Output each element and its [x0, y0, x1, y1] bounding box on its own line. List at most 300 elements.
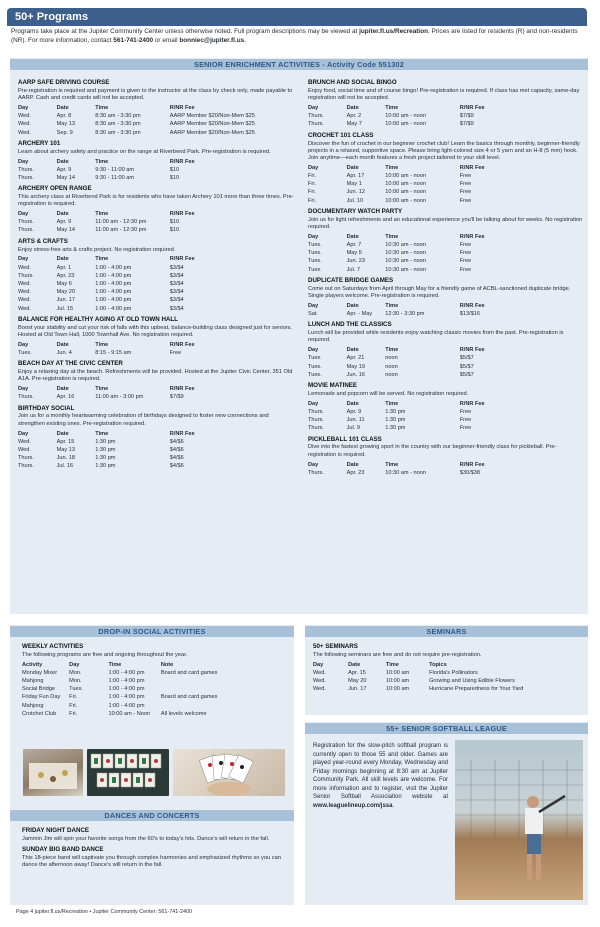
schedule-row: [18, 280, 294, 288]
softball-text: [313, 742, 448, 810]
cell-time: 1:30 pm: [95, 438, 116, 445]
cell-fee: $10: [169, 227, 180, 234]
col-day: Day: [308, 233, 319, 240]
col-day: Day: [308, 461, 319, 468]
program-title: AARP SAFE DRIVING COURSE: [18, 79, 110, 86]
cell-day: Wed.: [18, 289, 31, 296]
cell-day: Mon.: [69, 669, 82, 676]
cell-day: Thurs.: [18, 272, 34, 279]
schedule-row: [308, 197, 584, 205]
cell-fee: $4/$6: [169, 463, 184, 470]
cell-day: Fri.: [308, 197, 317, 204]
cell-day: Tues.: [308, 371, 322, 378]
cell-fee: $3/$4: [169, 272, 184, 279]
table-row: [313, 685, 583, 693]
cell-date: Apr. - May: [346, 311, 373, 318]
schedule-row: [18, 264, 294, 272]
program-title: DUPLICATE BRIDGE GAMES: [308, 276, 394, 284]
dances-section: [22, 827, 284, 873]
cell-day: Wed.: [18, 113, 31, 120]
schedule-row: [18, 296, 294, 304]
cell-date: Jun. 18: [56, 455, 75, 462]
cell-fee: Free: [459, 258, 472, 265]
program-description: Learn about archery safety and practice on the range at Riverbend Park. Pre-registration is required.: [18, 148, 271, 155]
cell-day: Wed.: [18, 446, 31, 453]
intro-text: Programs take place at the Jupiter Community Center unless otherwise noted. Full program descriptions may be viewed at: [11, 28, 360, 35]
cell-fee: Free: [169, 349, 182, 356]
cell-fee: $7/$9: [459, 113, 474, 120]
cell-activity: Crotchet Club: [22, 710, 57, 717]
cell-fee: $3/$4: [169, 289, 184, 296]
dance-description: This 18-piece band will captivate you through complex harmonies and emphasized rhythms so you can dance the afternoon away! Dance's will return in the fall.: [22, 855, 281, 869]
cell-time: 10:00 am: [385, 686, 410, 693]
col-fee: R/NR Fee: [169, 158, 195, 165]
schedule-row: [18, 454, 294, 462]
intro-text: .: [244, 36, 246, 44]
cell-date: Jul. 15: [56, 305, 74, 312]
schedule-row: [18, 272, 294, 280]
cell-fee: $3/$4: [169, 280, 184, 287]
cell-time: 1:30 pm: [385, 408, 406, 415]
cell-day: Wed.: [313, 686, 326, 693]
cell-day: Thurs.: [18, 455, 34, 462]
col-day: Day: [18, 105, 29, 112]
col-date: Date: [56, 430, 69, 437]
program-section: [18, 238, 294, 313]
cell-date: May 13: [56, 121, 75, 128]
col-time: Time: [385, 302, 399, 309]
program-description: Enjoy stress-free arts & crafts project. No registration required.: [18, 246, 176, 253]
cell-date: May 20: [348, 678, 367, 685]
softball-paragraph-end: .: [392, 802, 395, 809]
program-description: Pre-registration is required and payment is given to the instructor at the class by check only, made payable to AARP. Cash and credit cards will not be accepted.: [18, 87, 293, 102]
cell-day: Thurs.: [18, 227, 34, 234]
cell-day: Tues.: [308, 258, 322, 265]
col-date: Date: [346, 461, 359, 468]
program-section: [18, 79, 294, 137]
cell-day: Wed.: [18, 297, 31, 304]
cell-time: 1:00 - 4:00 pm: [108, 694, 145, 701]
cell-fee: $13/$16: [459, 311, 480, 318]
dances-band: DANCES AND CONCERTS: [10, 810, 294, 821]
cell-day: Tues.: [308, 355, 322, 362]
cell-date: Jul. 7: [346, 266, 360, 273]
col-time: Time: [95, 256, 109, 263]
cell-day: Tues.: [69, 686, 83, 693]
cell-date: Apr. 17: [346, 173, 365, 180]
cell-activity: Social Bridge: [22, 686, 55, 693]
cell-fee: $10: [169, 174, 180, 181]
cell-fee: $7/$9: [459, 121, 474, 128]
softball-photo: [455, 740, 583, 900]
seminars-table-body: [313, 669, 583, 694]
cell-time: 1:30 pm: [385, 425, 406, 432]
cell-time: 8:15 - 9:15 am: [95, 349, 132, 356]
cell-time: 8:30 am - 3:30 pm: [95, 113, 141, 120]
cell-fee: $4/$6: [169, 455, 184, 462]
schedule-row: [18, 218, 294, 226]
cell-day: Wed.: [18, 121, 31, 128]
softball-link[interactable]: www.leaguelineup.com/jssa: [313, 802, 393, 809]
cell-date: Apr. 21: [346, 355, 365, 362]
schedule-row: [308, 257, 584, 265]
cell-time: 9:30 - 11:00 am: [95, 174, 135, 181]
cell-day: Wed.: [18, 280, 31, 287]
schedule-row: [308, 354, 584, 362]
cell-fee: $5/$7: [459, 363, 474, 370]
col-fee: R/NR Fee: [459, 347, 485, 354]
cell-day: Wed.: [18, 129, 31, 136]
cell-time: 10:30 am - noon: [385, 250, 426, 257]
cell-date: May 19: [346, 363, 365, 370]
cell-day: Tues.: [308, 266, 322, 273]
cell-date: May 14: [56, 174, 75, 181]
col-time: Time: [95, 105, 109, 112]
col-time: Time: [95, 158, 109, 165]
schedule-header: [308, 346, 584, 354]
program-section: [18, 185, 294, 235]
schedule-header: [308, 104, 584, 112]
cell-date: Apr. 15: [348, 669, 366, 676]
col-fee: R/NR Fee: [169, 386, 195, 393]
program-section: [308, 277, 584, 318]
cell-time: 1:00 - 4:00 pm: [95, 272, 132, 279]
col-date: Date: [56, 211, 69, 218]
contact-phone: 561-741-2400: [113, 36, 154, 44]
dropin-table-header: [22, 661, 284, 669]
col-time: Time: [385, 661, 399, 668]
cell-date: Apr. 9: [56, 166, 72, 173]
program-title: BRUNCH AND SOCIAL BINGO: [308, 79, 397, 86]
col-day: Day: [18, 256, 29, 263]
cell-fee: $3/$4: [169, 264, 184, 271]
cell-date: May 5: [346, 250, 362, 257]
page-title: 50+ Programs: [7, 8, 587, 26]
schedule-row: [308, 188, 584, 196]
program-description: Enjoy food, social time and of course bingo! Pre-registration is required. If class has met capacity, same-day registration will not be accepted.: [308, 87, 580, 102]
cell-fee: $10: [169, 219, 180, 226]
schedule-header: [18, 430, 294, 438]
schedule-row: [308, 120, 584, 128]
intro-text: . Prices are listed for residents (R) and non-residents (NR). For more information, contact: [11, 28, 578, 44]
program-description: Join us for a monthly heartwarming celebration of birthdays designed to foster new connections and strengthen existing ones. Pre-registration required.: [18, 413, 269, 427]
cell-time: 1:00 - 4:00 pm: [95, 264, 132, 271]
cell-topic: Hurricane Preparedness for Your Yard: [429, 686, 524, 693]
dropin-band: DROP-IN SOCIAL ACTIVITIES: [10, 626, 294, 637]
cell-day: Thurs.: [308, 417, 324, 424]
schedule-header: [308, 233, 584, 241]
cell-fee: $4/$6: [169, 446, 184, 453]
cell-date: Sep. 9: [56, 129, 73, 136]
dance-title: SUNDAY BIG BAND DANCE: [22, 846, 104, 854]
seminars-section: [313, 643, 583, 696]
schedule-row: [18, 129, 294, 137]
cell-time: 11:00 am - 12:30 pm: [95, 227, 147, 234]
cell-day: Thurs.: [308, 469, 324, 476]
cell-date: Apr. 16: [56, 394, 75, 401]
cell-fee: Free: [459, 266, 472, 273]
cell-date: Apr. 1: [56, 264, 72, 271]
cell-time: 11:00 am - 12:30 pm: [95, 219, 147, 226]
program-title: BEACH DAY AT THE CIVIC CENTER: [18, 360, 123, 368]
playing-cards-photo: [173, 749, 285, 796]
program-section: [18, 405, 294, 471]
cell-time: 10:00 am - noon: [385, 121, 426, 128]
col-note: Note: [160, 661, 174, 668]
cell-note: All levels welcome: [160, 710, 207, 717]
program-title: DOCUMENTARY WATCH PARTY: [308, 207, 403, 215]
col-date: Date: [346, 233, 359, 240]
program-title: ARCHERY OPEN RANGE: [18, 185, 92, 193]
cell-date: Jun. 17: [348, 686, 367, 693]
cell-fee: Free: [459, 425, 472, 432]
cell-day: Wed.: [313, 669, 326, 676]
schedule-row: [18, 288, 294, 296]
cell-fee: Free: [459, 242, 472, 249]
col-time: Time: [95, 386, 109, 393]
cell-time: 11:00 am - 3:00 pm: [95, 394, 144, 401]
col-fee: R/NR Fee: [459, 233, 485, 240]
schedule-row: [18, 112, 294, 120]
schedule-row: [18, 305, 294, 313]
col-fee: R/NR Fee: [169, 256, 195, 263]
cell-fee: Free: [459, 417, 472, 424]
cell-date: Jun. 12: [346, 189, 365, 196]
cell-time: 10:00 am - noon: [385, 173, 426, 180]
dance-title: FRIDAY NIGHT DANCE: [22, 827, 90, 834]
cell-date: Apr. 8: [56, 113, 72, 120]
cell-date: Apr. 9: [56, 219, 72, 226]
cell-fee: $4/$6: [169, 438, 184, 445]
program-section: [308, 132, 584, 205]
cell-time: 12:30 - 3:30 pm: [385, 311, 425, 318]
cell-time: 10:30 am - noon: [385, 266, 426, 273]
cell-time: 10:00 am: [385, 678, 410, 685]
cell-fee: Free: [459, 408, 472, 415]
program-title: LUNCH AND THE CLASSICS: [308, 321, 392, 329]
cell-fee: $5/$7: [459, 355, 474, 362]
col-day: Day: [308, 400, 319, 407]
recreation-link[interactable]: jupiter.fl.us/Recreation: [359, 28, 429, 35]
game-board-illustration: [23, 749, 83, 796]
cell-time: 10:00 am - noon: [385, 181, 426, 188]
mahjong-photo: [87, 749, 169, 796]
cell-fee: AARP Member $20/Non-Mem $25: [169, 129, 255, 136]
cell-day: Tues.: [308, 242, 322, 249]
col-day: Day: [313, 661, 324, 668]
cell-time: noon: [385, 355, 398, 362]
program-description: Lemonade and popcorn will be served. No registration required.: [308, 390, 469, 397]
table-row: [22, 702, 284, 710]
dance-description: Jammin Jim will spin your favorite songs from the 60's to today's hits. Dance's will return in the fall.: [22, 835, 270, 842]
schedule-row: [18, 166, 294, 174]
schedule-row: [18, 462, 294, 470]
col-activity: Activity: [22, 661, 43, 668]
schedule-row: [308, 363, 584, 371]
col-date: Date: [346, 105, 359, 112]
schedule-header: [18, 341, 294, 349]
cell-day: Sat.: [308, 311, 318, 318]
cell-fee: $30/$38: [459, 469, 480, 476]
schedule-header: [308, 400, 584, 408]
col-day: Day: [18, 386, 29, 393]
cell-day: Tues.: [308, 250, 322, 257]
contact-email[interactable]: bonniec@jupiter.fl.us: [179, 36, 245, 44]
col-fee: R/NR Fee: [459, 105, 485, 112]
cell-date: Jul. 9: [346, 425, 360, 432]
cell-activity: Monday Mixer: [22, 669, 58, 676]
cell-date: May 14: [56, 227, 75, 234]
col-day: Day: [18, 211, 29, 218]
cell-day: Wed.: [18, 305, 31, 312]
cell-time: 10:30 am - noon: [385, 469, 426, 476]
cell-date: Jun. 23: [346, 258, 365, 265]
schedule-row: [18, 438, 294, 446]
cell-date: Jul. 16: [56, 463, 74, 470]
cell-day: Fri.: [69, 710, 78, 717]
intro-paragraph: [7, 26, 592, 48]
dropin-section: [22, 643, 284, 721]
dropin-table-body: [22, 669, 284, 718]
program-section: [308, 79, 584, 129]
senior-left-column: [18, 79, 294, 474]
cell-date: May 13: [56, 446, 75, 453]
cell-topic: Growing and Using Edible Flowers: [429, 678, 515, 685]
schedule-row: [308, 249, 584, 257]
col-day: Day: [308, 105, 319, 112]
program-title: ARTS & CRAFTS: [18, 237, 68, 245]
col-time: Time: [385, 347, 399, 354]
schedule-row: [308, 408, 584, 416]
cards-illustration: [173, 749, 285, 796]
cell-fee: $3/$4: [169, 297, 184, 304]
mahjong-tiles-illustration: [87, 749, 169, 796]
cell-date: May 7: [346, 121, 362, 128]
cell-day: Wed.: [18, 264, 31, 271]
cell-time: 8:30 am - 3:30 pm: [95, 129, 141, 136]
cell-note: [161, 702, 284, 710]
cell-date: May 1: [346, 181, 362, 188]
cell-date: May 6: [56, 280, 72, 287]
col-day: Day: [308, 302, 319, 309]
cell-activity: Friday Fun Day: [22, 694, 61, 701]
cell-time: 1:00 - 4:00 pm: [95, 289, 132, 296]
cell-day: Tues.: [308, 363, 322, 370]
board-game-photo: [23, 749, 83, 796]
cell-day: Thurs.: [18, 463, 34, 470]
col-time: Time: [108, 661, 122, 668]
cell-day: Thurs.: [18, 219, 34, 226]
schedule-row: [308, 180, 584, 188]
schedule-row: [18, 120, 294, 128]
cell-day: Thurs.: [308, 121, 324, 128]
cell-date: Apr. 2: [346, 113, 362, 120]
schedule-header: [308, 302, 584, 310]
col-fee: R/NR Fee: [459, 164, 485, 171]
col-date: Date: [346, 400, 359, 407]
schedule-row: [308, 241, 584, 249]
cell-day: Thurs.: [18, 394, 34, 401]
cell-time: 10:00 am - noon: [385, 197, 426, 204]
table-row: [313, 669, 583, 677]
cell-topic: Florida's Pollinators: [429, 669, 478, 676]
program-title: MOVIE MATINEE: [308, 382, 358, 390]
program-section: [308, 208, 584, 274]
cell-day: Wed.: [18, 438, 31, 445]
cell-fee: $7/$9: [169, 394, 184, 401]
cell-time: 1:30 pm: [385, 417, 406, 424]
cell-time: 1:00 - 4:00 pm: [108, 702, 145, 709]
cell-time: 1:00 - 4:00 pm: [108, 686, 145, 693]
cell-date: Apr. 23: [346, 469, 365, 476]
schedule-header: [18, 104, 294, 112]
softball-paragraph: Registration for the slow-pitch softball program is currently open to those 55 and older. Games are played year-round every Monday, Wednesday and Friday mornings beginning at 8:30 am at Jupiter Community Park. All skill levels are welcome. For more information and to register, visit the Jupiter Senior Softball Association website at: [313, 743, 448, 801]
cell-time: 1:00 - 4:00 pm: [95, 280, 132, 287]
col-time: Time: [385, 400, 399, 407]
program-description: Lunch will be provided while residents enjoy watching classic movies from the past. Pre-registration is required.: [308, 330, 564, 344]
col-fee: R/NR Fee: [169, 211, 195, 218]
dance-section: [22, 827, 284, 843]
intro-text: or email: [153, 36, 180, 44]
col-time: Time: [95, 341, 109, 348]
schedule-header: [308, 461, 584, 469]
cell-day: Thurs.: [308, 408, 324, 415]
cell-date: Jun. 16: [346, 371, 365, 378]
program-title: PICKLEBALL 101 CLASS: [308, 435, 382, 443]
table-row: [22, 677, 284, 685]
program-section: [308, 321, 584, 379]
cell-date: Apr. 23: [56, 272, 75, 279]
cell-day: Thurs.: [308, 113, 324, 120]
col-time: Time: [95, 430, 109, 437]
cell-day: Fri.: [308, 189, 317, 196]
cell-fee: Free: [459, 181, 472, 188]
program-title: CROCHET 101 CLASS: [308, 131, 374, 139]
cell-time: noon: [385, 363, 398, 370]
cell-fee: Free: [459, 197, 472, 204]
cell-activity: Mahjong: [22, 678, 44, 685]
col-time: Time: [385, 105, 399, 112]
program-title: ARCHERY 101: [18, 139, 61, 147]
col-day: Day: [18, 341, 29, 348]
program-description: This archery class at Riverbend Park is for residents who have taken Archery 101 more than three times. Pre-registration is required.: [18, 194, 294, 208]
cell-fee: AARP Member $20/Non-Mem $25: [169, 121, 255, 128]
schedule-row: [18, 349, 294, 357]
page-footer: Page 4 jupiter.fl.us/Recreation • Jupiter Community Center: 561-741-2400: [16, 909, 192, 915]
program-description: Join us for light refreshments and an educational experience you'll be talking about for weeks. No registration required.: [308, 216, 583, 231]
schedule-row: [308, 112, 584, 120]
batter-illustration: [455, 740, 583, 900]
photo-strip: [23, 749, 285, 796]
cell-fee: Free: [459, 250, 472, 257]
col-date: Date: [346, 302, 359, 309]
cell-day: Thurs.: [18, 174, 34, 181]
cell-time: 10:30 am - noon: [385, 242, 426, 249]
program-description: Enjoy a relaxing day at the beach. Refreshments will be provided. Hosted at the Jupiter Civic Center, 351 Old A1A. Pre-registration is required.: [18, 369, 293, 383]
cell-time: 1:30 pm: [95, 446, 116, 453]
cell-day: Thurs.: [308, 425, 324, 432]
table-row: [22, 669, 284, 677]
schedule-row: [18, 446, 294, 454]
cell-time: 1:00 - 4:00 pm: [95, 297, 132, 304]
col-fee: R/NR Fee: [169, 430, 195, 437]
schedule-row: [18, 226, 294, 234]
schedule-header: [18, 158, 294, 166]
cell-time: 1:30 pm: [95, 455, 116, 462]
cell-note: Board and card games: [160, 669, 218, 676]
col-date: Date: [346, 347, 359, 354]
cell-day: Fri.: [69, 694, 78, 701]
